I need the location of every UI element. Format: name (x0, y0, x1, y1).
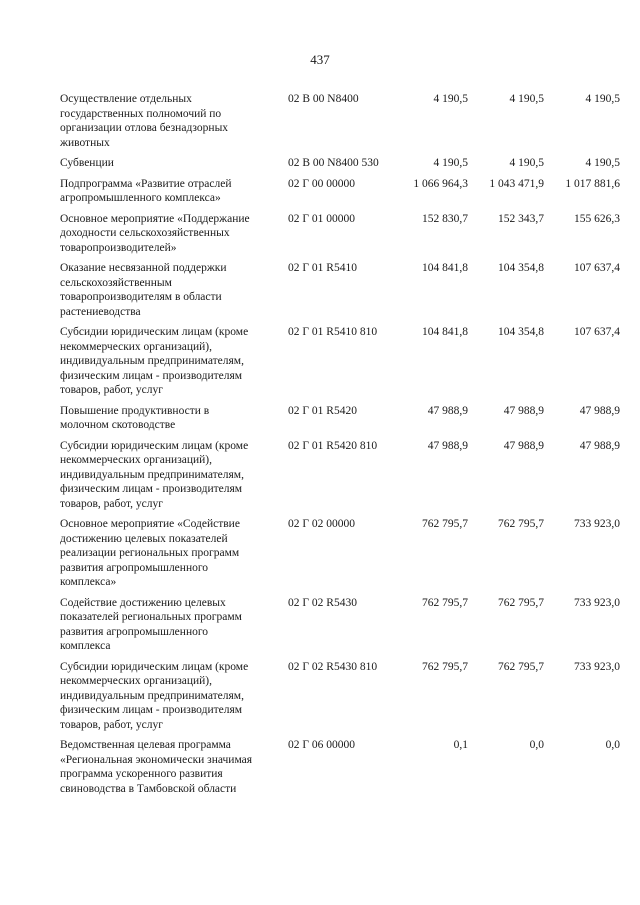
table-row (60, 596, 620, 654)
row-value-1: 0,1 (453, 739, 468, 751)
row-value-3: 0,0 (605, 739, 620, 751)
table-row (60, 404, 620, 433)
row-code: 02 В 00 N8400 530 (288, 157, 379, 169)
row-value-3: 4 190,5 (585, 157, 620, 169)
row-name: Основное мероприятие «Содействие достижению целевых показателей реализации региональных программ развития агропромышленного комплекса» (60, 518, 240, 588)
row-value-3: 107 637,4 (574, 262, 620, 274)
table-row (60, 177, 620, 206)
row-name: Осуществление отдельных государственных полномочий по организации отлова безнадзорных животных (60, 93, 229, 149)
budget-table (60, 92, 620, 802)
table-row (60, 325, 620, 398)
row-value-1: 1 066 964,3 (413, 177, 468, 190)
row-value-3: 47 988,9 (579, 404, 620, 417)
row-value-3: 4 190,5 (585, 93, 620, 105)
row-name: Субсидии юридическим лицам (кроме некоммерческих организаций), индивидуальным предпринимателям, физическим лицам - производителям товаров, работ, услуг (60, 439, 249, 510)
row-name: Содействие достижению целевых показателей региональных программ развития агропромышленного комплекса (60, 596, 242, 652)
row-name: Повышение продуктивности в молочном скотоводстве (60, 404, 210, 431)
row-value-2: 762 795,7 (498, 596, 544, 609)
row-value-2: 47 988,9 (503, 404, 544, 417)
row-name: Ведомственная целевая программа «Региональная экономически значимая программа ускоренного развития свиноводства в Тамбовской области (60, 739, 253, 795)
row-value-2: 4 190,5 (509, 93, 544, 105)
row-code: 02 Г 01 R5410 (288, 262, 357, 274)
row-code: 02 Г 06 00000 (288, 739, 356, 751)
row-value-1: 4 190,5 (433, 157, 468, 169)
table-row (60, 92, 620, 150)
row-code: 02 Г 02 00000 (288, 518, 356, 530)
row-value-1: 152 830,7 (422, 212, 468, 225)
row-value-2: 1 043 471,9 (489, 177, 544, 190)
row-value-3: 155 626,3 (574, 212, 620, 225)
row-value-1: 47 988,9 (427, 439, 468, 452)
row-name: Подпрограмма «Развитие отраслей агропромышленного комплекса» (60, 177, 232, 204)
table-row (60, 439, 620, 512)
row-name: Субсидии юридическим лицам (кроме некоммерческих организаций), индивидуальным предпринимателям, физическим лицам - производителям товаров, работ, услуг (60, 326, 249, 396)
row-code: 02 Г 02 R5430 (288, 596, 357, 609)
row-value-1: 762 795,7 (422, 660, 468, 673)
page-number: 437 (310, 52, 330, 67)
table-row (60, 261, 620, 319)
row-name: Основное мероприятие «Поддержание доходности сельскохозяйственных товаропроизводителей» (60, 212, 250, 254)
table-row (60, 660, 620, 733)
row-value-3: 733 923,0 (574, 518, 620, 530)
row-name: Субсидии юридическим лицам (кроме некоммерческих организаций), индивидуальным предпринимателям, физическим лицам - производителям товаров, работ, услуг (60, 660, 249, 731)
row-value-3: 733 923,0 (574, 596, 620, 609)
row-value-2: 104 354,8 (498, 262, 544, 274)
row-value-2: 4 190,5 (509, 157, 544, 169)
row-value-1: 47 988,9 (427, 404, 468, 417)
table-row (60, 212, 620, 256)
row-value-1: 104 841,8 (422, 262, 468, 274)
row-value-1: 104 841,8 (422, 326, 468, 338)
row-value-1: 4 190,5 (433, 93, 468, 105)
row-value-2: 0,0 (529, 739, 544, 751)
row-value-2: 762 795,7 (498, 660, 544, 673)
row-code: 02 Г 01 R5420 810 (288, 439, 378, 452)
row-code: 02 Г 01 00000 (288, 212, 356, 225)
row-name: Субвенции (60, 157, 114, 169)
row-value-3: 733 923,0 (574, 660, 620, 673)
row-name: Оказание несвязанной поддержки сельскохозяйственным товаропроизводителям в области растениеводства (60, 262, 227, 318)
table-row (60, 738, 620, 796)
row-value-2: 152 343,7 (498, 212, 544, 225)
table-row (60, 517, 620, 590)
row-code: 02 Г 01 R5420 (288, 404, 357, 417)
row-code: 02 Г 00 00000 (288, 177, 356, 190)
row-value-3: 47 988,9 (579, 439, 620, 452)
table-row (60, 156, 620, 171)
row-value-3: 107 637,4 (574, 326, 620, 338)
row-value-3: 1 017 881,6 (565, 177, 620, 190)
row-code: 02 Г 02 R5430 810 (288, 660, 378, 673)
row-value-1: 762 795,7 (422, 596, 468, 609)
row-value-2: 104 354,8 (498, 326, 544, 338)
row-code: 02 В 00 N8400 (288, 93, 359, 105)
row-value-1: 762 795,7 (422, 518, 468, 530)
row-value-2: 47 988,9 (503, 439, 544, 452)
row-value-2: 762 795,7 (498, 518, 544, 530)
row-code: 02 Г 01 R5410 810 (288, 326, 378, 338)
